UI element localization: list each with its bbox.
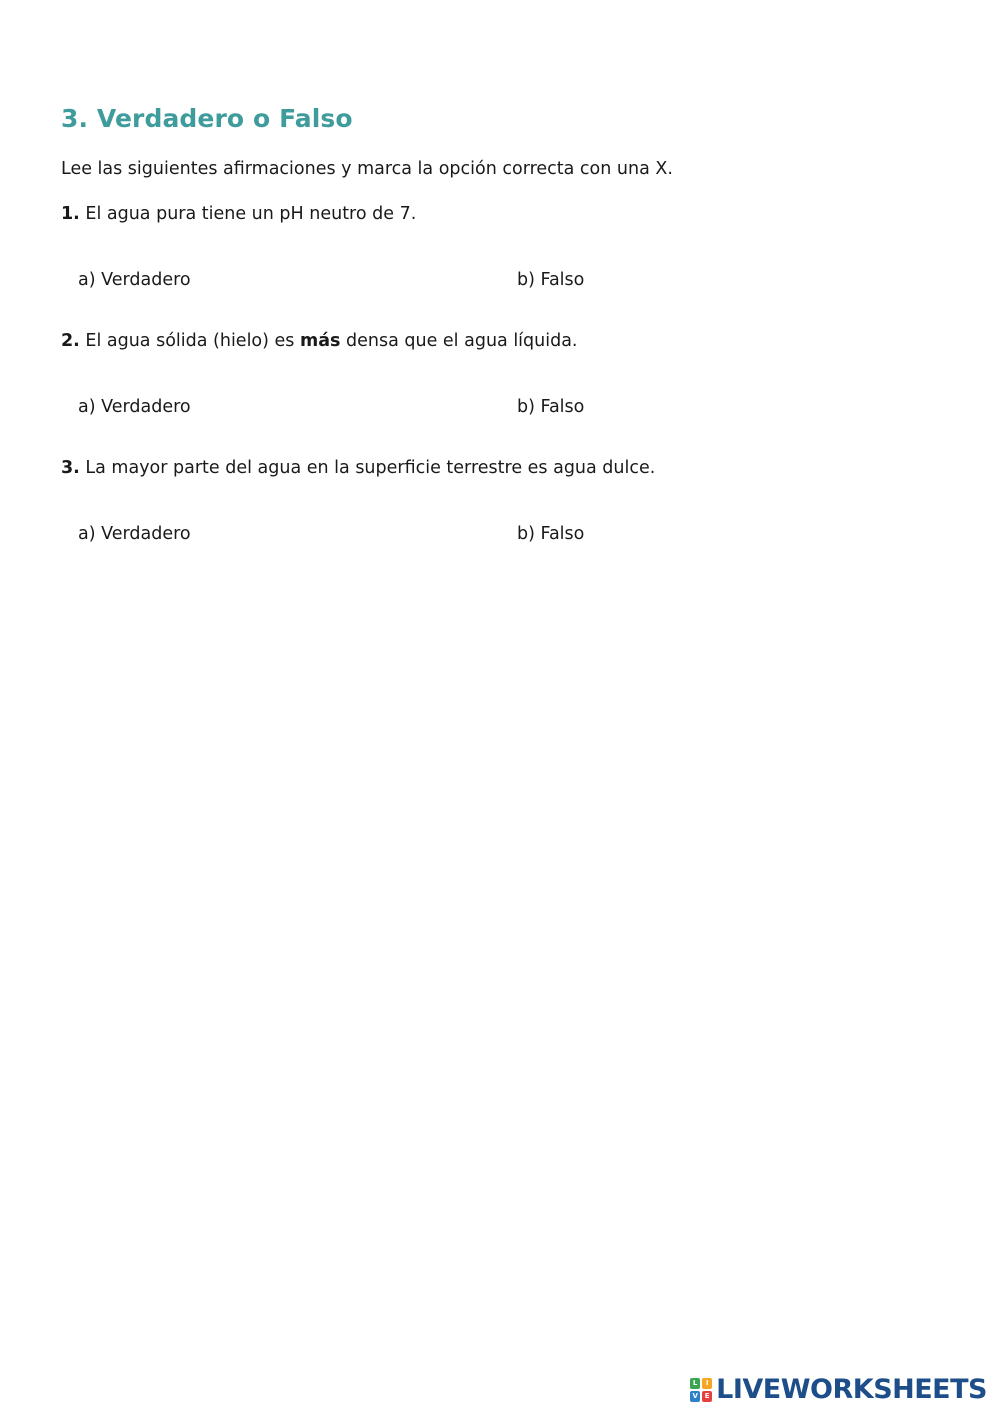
logo-tile: I [702,1378,712,1389]
logo-text: LIVEWORKSHEETS [716,1374,987,1405]
question-3-option-false[interactable]: b) Falso [517,524,585,544]
question-number: 3. [61,458,80,478]
question-text-end: densa que el agua líquida. [340,331,578,351]
question-2-option-false[interactable]: b) Falso [517,397,585,417]
section-title: 3. Verdadero o Falso [61,104,353,133]
question-2-option-true[interactable]: a) Verdadero [78,397,191,417]
question-text: El agua pura tiene un pH neutro de 7. [79,204,417,224]
question-number: 2. [61,331,80,351]
question-number: 1. [61,204,80,224]
question-2 [61,331,578,351]
logo-tile: V [690,1391,700,1402]
question-text: El agua sólida (hielo) es [79,331,300,351]
question-3 [61,458,655,478]
question-1 [61,204,416,224]
question-text: La mayor parte del agua en la superficie terrestre es agua dulce. [79,458,656,478]
question-1-option-true[interactable]: a) Verdadero [78,270,191,290]
question-emphasis: más [299,331,341,351]
liveworksheets-logo [690,1374,987,1406]
question-3-option-true[interactable]: a) Verdadero [78,524,191,544]
question-1-option-false[interactable]: b) Falso [517,270,585,290]
instructions: Lee las siguientes afirmaciones y marca la opción correcta con una X. [61,159,673,179]
logo-tile: E [702,1391,712,1402]
logo-tile: L [690,1378,700,1389]
logo-mark-icon [690,1378,712,1402]
